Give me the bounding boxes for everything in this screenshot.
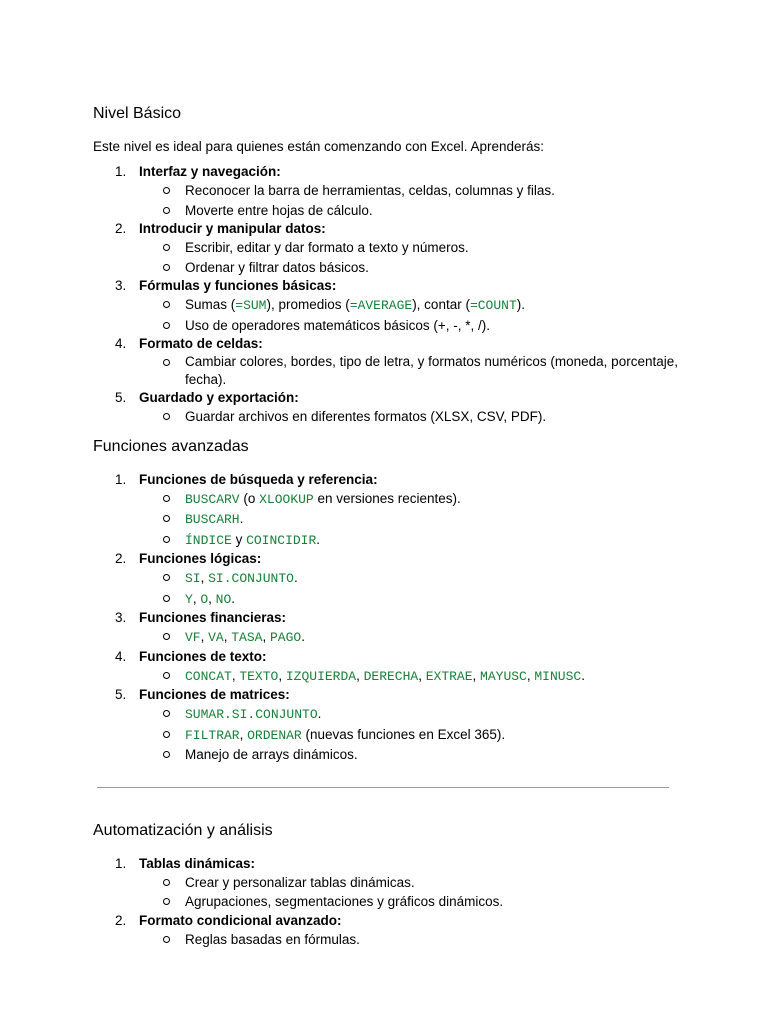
section-heading: Automatización y análisis (93, 821, 273, 839)
bullet-list (139, 930, 693, 950)
hollow-circle-bullet-icon (163, 536, 170, 543)
list-item-title: Interfaz y navegación: (139, 164, 281, 179)
bullet-item (139, 530, 693, 551)
code-text: MAYUSC (480, 668, 527, 684)
bullet-item (139, 509, 693, 530)
list-number: 5. (115, 390, 127, 405)
bullet-text: , (418, 667, 426, 683)
bullet-text: , (239, 726, 248, 742)
list-item (93, 550, 693, 609)
list-item (93, 855, 693, 912)
code-text: SI.CONJUNTO (208, 571, 294, 586)
bullet-text: . (317, 706, 322, 721)
list-item (93, 277, 693, 335)
bullet-text: Moverte entre hojas de cálculo. (185, 202, 373, 218)
hollow-circle-bullet-icon (163, 574, 170, 581)
bullet-item (139, 568, 693, 589)
list-item-title: Introducir y manipular datos: (139, 221, 326, 236)
bullet-text: Uso de operadores matemáticos básicos (+, -, *, /). (185, 317, 491, 333)
list-item (93, 335, 693, 389)
list-item (93, 471, 693, 551)
list-item-title: Formato condicional avanzado: (139, 912, 342, 928)
list-item (93, 912, 693, 950)
code-text: COINCIDIR (246, 532, 317, 548)
bullet-text: ). (516, 297, 526, 312)
code-text: =AVERAGE (349, 298, 413, 313)
code-text: SI (185, 571, 201, 586)
bullet-text: , (526, 667, 535, 683)
bullet-text: . (301, 629, 305, 644)
code-text: MINUSC (534, 668, 582, 684)
bullet-text: Manejo de arrays dinámicos. (185, 747, 358, 762)
bullet-item (139, 892, 693, 912)
list-number: 2. (115, 912, 127, 928)
list-item (93, 163, 693, 220)
bullet-text: Cambiar colores, bordes, tipo de letra, y formatos numéricos (moneda, porcentaje, fecha). (185, 354, 678, 387)
hollow-circle-bullet-icon (163, 207, 170, 214)
hollow-circle-bullet-icon (163, 515, 170, 522)
bullet-text: (o (239, 490, 260, 506)
bullet-text: en versiones recientes). (313, 490, 461, 506)
code-text: =COUNT (469, 298, 517, 313)
bullet-item (139, 316, 693, 336)
bullet-list (139, 666, 693, 687)
list-number: 1. (115, 855, 127, 871)
bullet-item (139, 489, 693, 510)
numbered-list (93, 163, 693, 427)
code-text: TEXTO (239, 668, 279, 684)
bullet-item (139, 745, 693, 765)
bullet-list (139, 181, 693, 220)
bullet-item (139, 725, 693, 746)
bullet-text: . (231, 590, 236, 606)
bullet-item (139, 258, 693, 278)
code-text: DERECHA (363, 668, 419, 684)
code-text: ÍNDICE (185, 532, 232, 548)
bullet-text: Ordenar y filtrar datos básicos. (185, 259, 369, 275)
code-text: O (200, 591, 209, 607)
section-funciones-avanzadas (93, 437, 693, 765)
list-item-title: Tablas dinámicas: (139, 855, 256, 871)
list-item (93, 220, 693, 277)
code-text: FILTRAR (185, 727, 240, 743)
bullet-list (139, 238, 693, 277)
list-number: 3. (115, 278, 127, 293)
bullet-item (139, 353, 693, 389)
bullet-item (139, 201, 693, 221)
bullet-list (139, 295, 693, 335)
list-number: 1. (115, 164, 127, 179)
hollow-circle-bullet-icon (163, 413, 170, 420)
list-number: 2. (115, 551, 127, 566)
bullet-text: , (192, 590, 201, 606)
bullet-list (139, 704, 693, 765)
bullet-text: Escribir, editar y dar formato a texto y números. (185, 240, 469, 255)
list-number: 5. (115, 687, 127, 702)
bullet-text: Agrupaciones, segmentaciones y gráficos dinámicos. (185, 894, 504, 909)
list-item-title: Funciones de texto: (139, 648, 267, 664)
code-text: VA (208, 630, 224, 645)
hollow-circle-bullet-icon (163, 495, 170, 502)
bullet-text: , (200, 629, 209, 644)
section-automatizacion (93, 821, 693, 950)
list-item (93, 609, 693, 648)
bullet-list (139, 568, 693, 609)
section-intro: Este nivel es ideal para quienes están comenzando con Excel. Aprenderás: (93, 139, 545, 154)
bullet-text: , (208, 590, 216, 606)
hollow-circle-bullet-icon (163, 936, 170, 943)
section-heading: Nivel Básico (93, 105, 182, 122)
bullet-item (139, 589, 693, 610)
list-item (93, 648, 693, 687)
bullet-text: y (231, 531, 247, 547)
hollow-circle-bullet-icon (163, 264, 170, 271)
list-item (93, 389, 693, 427)
bullet-list (139, 353, 693, 389)
bullet-text: , (278, 667, 286, 683)
list-number: 4. (115, 336, 127, 351)
bullet-text: Crear y personalizar tablas dinámicas. (185, 874, 415, 890)
bullet-list (139, 407, 693, 427)
code-text: =SUM (235, 298, 267, 313)
hollow-circle-bullet-icon (163, 359, 170, 366)
hollow-circle-bullet-icon (163, 731, 170, 738)
numbered-list (93, 855, 693, 950)
bullet-text: . (316, 531, 321, 547)
list-item-title: Funciones de matrices: (139, 687, 290, 702)
bullet-item (139, 930, 693, 950)
bullet-text: (nuevas funciones en Excel 365). (301, 726, 506, 742)
bullet-text: , (200, 570, 209, 585)
bullet-text: ), promedios ( (266, 297, 350, 312)
code-text: CONCAT (185, 668, 232, 684)
document-content (93, 104, 693, 949)
section-nivel-basico (93, 104, 693, 427)
bullet-text: , (472, 667, 481, 683)
bullet-item (139, 238, 693, 258)
code-text: NO (215, 591, 232, 607)
list-item-title: Fórmulas y funciones básicas: (139, 278, 337, 293)
bullet-text: . (581, 667, 585, 683)
list-item-title: Funciones lógicas: (139, 551, 262, 566)
hollow-circle-bullet-icon (163, 710, 170, 717)
code-text: PAGO (269, 630, 302, 645)
bullet-list (139, 489, 693, 551)
code-text: XLOOKUP (259, 491, 314, 507)
list-item-title: Funciones financieras: (139, 610, 287, 625)
bullet-item (139, 627, 693, 648)
hollow-circle-bullet-icon (163, 595, 170, 602)
code-text: VF (185, 630, 201, 645)
bullet-text: . (239, 511, 244, 526)
hollow-circle-bullet-icon (163, 633, 170, 640)
hollow-circle-bullet-icon (163, 879, 170, 886)
numbered-list (93, 471, 693, 765)
code-text: BUSCARV (185, 491, 240, 507)
bullet-item (139, 407, 693, 427)
list-item-title: Formato de celdas: (139, 336, 263, 351)
bullet-item (139, 181, 693, 201)
section-heading: Funciones avanzadas (93, 437, 249, 455)
hollow-circle-bullet-icon (163, 301, 170, 308)
hollow-circle-bullet-icon (163, 751, 170, 758)
bullet-text: , (231, 667, 240, 683)
bullet-item (139, 666, 693, 687)
hollow-circle-bullet-icon (163, 672, 170, 679)
hollow-circle-bullet-icon (163, 898, 170, 905)
code-text: EXTRAE (425, 668, 473, 684)
bullet-item (139, 704, 693, 725)
code-text: SUMAR.SI.CONJUNTO (185, 707, 318, 722)
bullet-text: , (223, 629, 232, 644)
bullet-text: Sumas ( (185, 297, 236, 312)
code-text: TASA (231, 630, 263, 645)
bullet-text: . (293, 570, 298, 585)
bullet-text: Guardar archivos en diferentes formatos (XLSX, CSV, PDF). (185, 409, 547, 424)
list-item-title: Guardado y exportación: (139, 390, 299, 405)
bullet-text: Reconocer la barra de herramientas, celdas, columnas y filas. (185, 183, 555, 198)
hollow-circle-bullet-icon (163, 322, 170, 329)
code-text: ORDENAR (247, 727, 302, 743)
code-text: BUSCARH (185, 512, 240, 527)
list-number: 3. (115, 610, 127, 625)
list-item (93, 686, 693, 765)
bullet-item (139, 295, 693, 316)
list-number: 4. (115, 648, 127, 664)
list-number: 2. (115, 221, 127, 236)
code-text: Y (185, 591, 193, 607)
hollow-circle-bullet-icon (163, 187, 170, 194)
code-text: IZQUIERDA (285, 668, 357, 684)
bullet-text: , (356, 667, 364, 683)
bullet-list (139, 873, 693, 912)
bullet-list (139, 627, 693, 648)
bullet-text: Reglas basadas en fórmulas. (185, 931, 360, 947)
bullet-text: ), contar ( (412, 297, 470, 312)
list-number: 1. (115, 471, 127, 487)
horizontal-divider (97, 787, 669, 788)
bullet-item (139, 873, 693, 893)
bullet-text: , (262, 629, 270, 644)
hollow-circle-bullet-icon (163, 244, 170, 251)
list-item-title: Funciones de búsqueda y referencia: (139, 471, 378, 487)
